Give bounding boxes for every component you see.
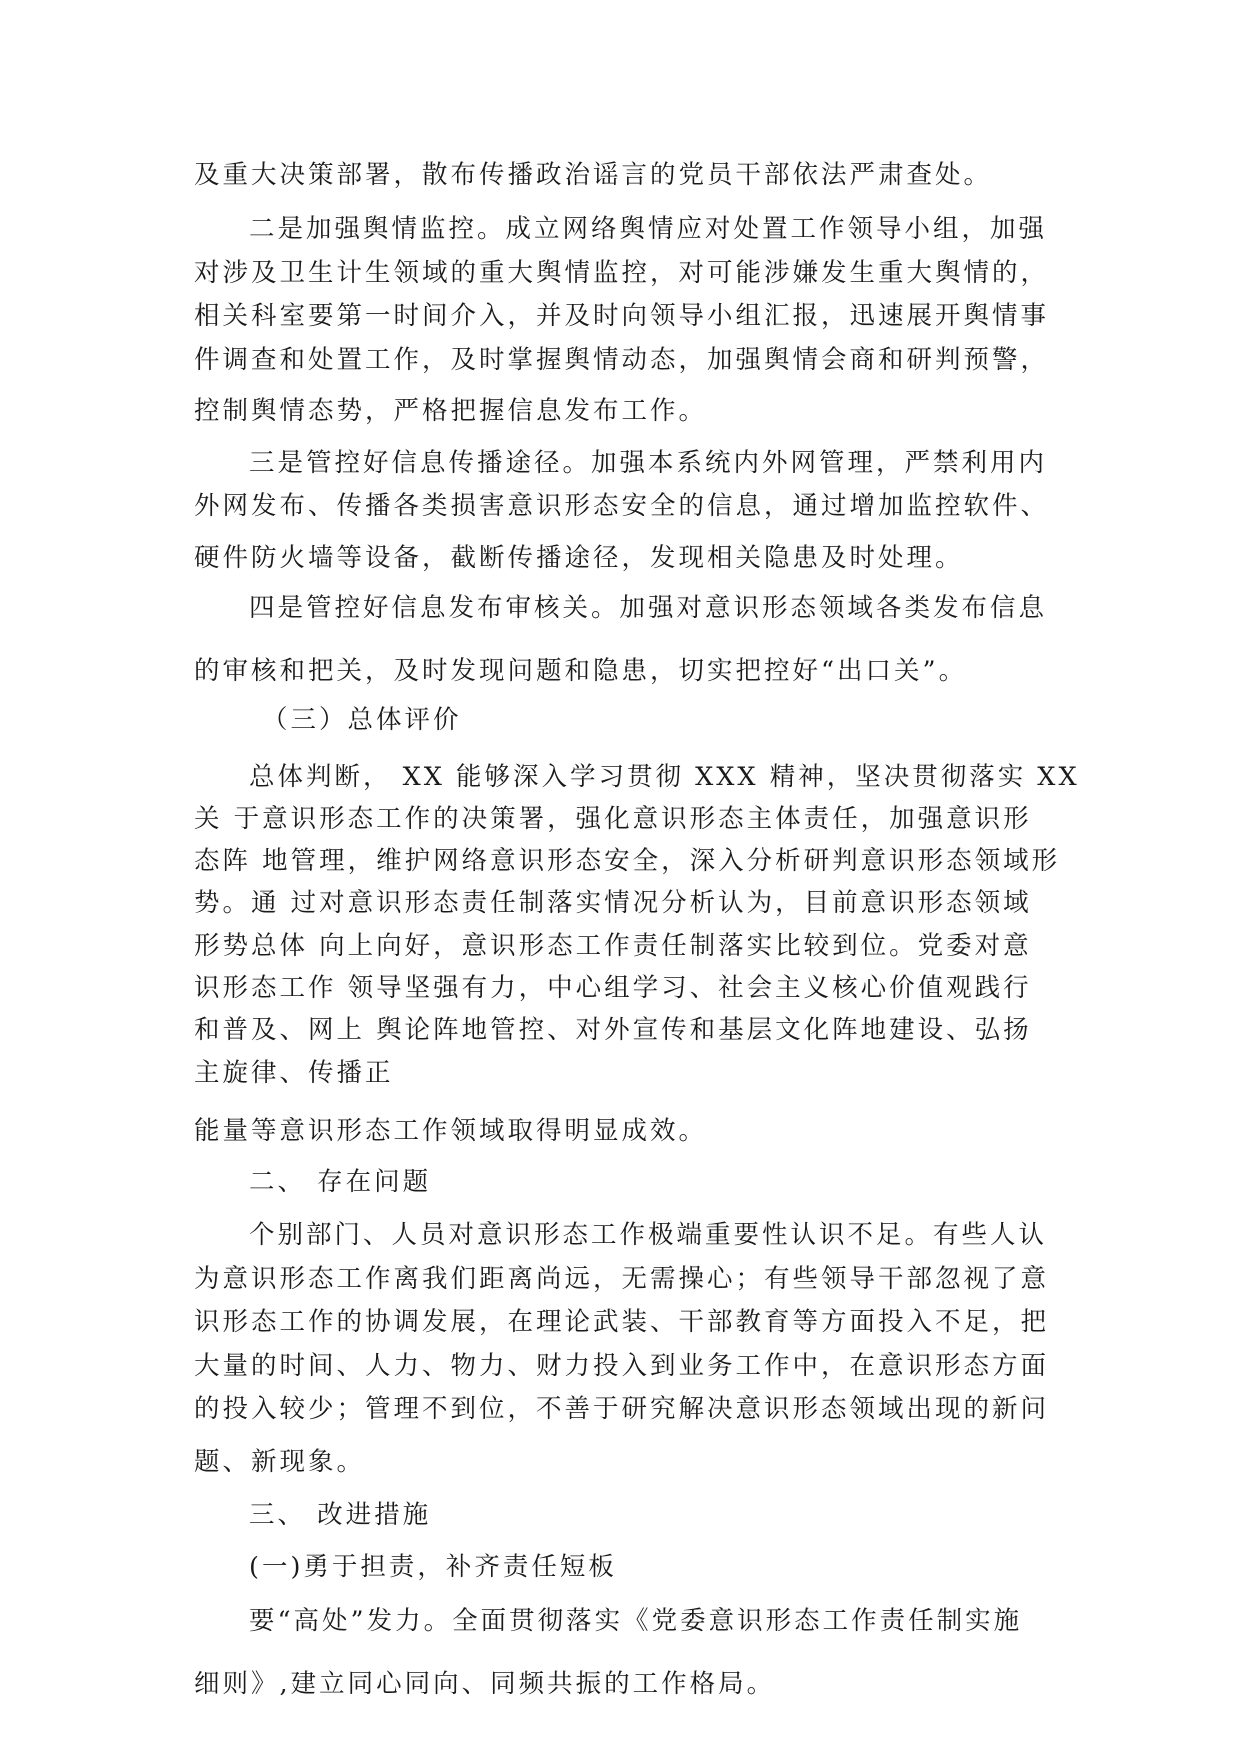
paragraph-line: 外网发布、传播各类损害意识形态安全的信息，通过增加监控软件、 [194,491,1050,521]
paragraph-line: 题、新现象。 [194,1447,366,1477]
section-heading: 三、 改进措施 [249,1500,432,1530]
paragraph-line: 四是管控好信息发布审核关。加强对意识形态领域各类发布信息 [249,593,1048,623]
paragraph-line: 和普及、网上 舆论阵地管控、对外宣传和基层文化阵地建设、弘扬 [194,1015,1032,1045]
paragraph-line: 硬件防火墙等设备，截断传播途径，发现相关隐患及时处理。 [194,543,964,573]
paragraph-line: 总体判断， XX 能够深入学习贯彻 XXX 精神，坚决贯彻落实 XX [249,762,1080,792]
paragraph-line: 的投入较少；管理不到位，不善于研究解决意识形态领域出现的新问 [194,1394,1050,1424]
paragraph-line: 关 于意识形态工作的决策署，强化意识形态主体责任，加强意识形 [194,804,1032,834]
sub-heading: (一)勇于担责，补齐责任短板 [249,1552,617,1582]
paragraph-line: 相关科室要第一时间介入，并及时向领导小组汇报，迅速展开舆情事 [194,301,1050,331]
paragraph-line: 二是加强舆情监控。成立网络舆情应对处置工作领导小组，加强 [249,214,1048,244]
paragraph-line: 细则》,建立同心同向、同频共振的工作格局。 [194,1669,776,1699]
paragraph-line: 个别部门、人员对意识形态工作极端重要性认识不足。有些人认 [249,1220,1048,1250]
paragraph-line: 及重大决策部署，散布传播政治谣言的党员干部依法严肃查处。 [194,160,993,190]
paragraph-line: 的审核和把关，及时发现问题和隐患，切实把控好“出口关”。 [194,656,968,686]
paragraph-line: 三是管控好信息传播途径。加强本系统内外网管理，严禁利用内 [249,448,1048,478]
paragraph-line: 大量的时间、人力、物力、财力投入到业务工作中，在意识形态方面 [194,1351,1050,1381]
paragraph-line: 要“高处”发力。全面贯彻落实《党委意识形态工作责任制实施 [249,1606,1023,1636]
paragraph-line: 为意识形态工作离我们距离尚远，无需操心；有些领导干部忽视了意 [194,1264,1050,1294]
paragraph-line: 能量等意识形态工作领域取得明显成效。 [194,1116,708,1146]
section-heading: 二、 存在问题 [249,1167,432,1197]
paragraph-line: 件调查和处置工作，及时掌握舆情动态，加强舆情会商和研判预警， [194,345,1050,375]
paragraph-line: 态阵 地管理，维护网络意识形态安全，深入分析研判意识形态领域形 [194,846,1061,876]
paragraph-line: 势。通 过对意识形态责任制落实情况分析认为，目前意识形态领域 [194,888,1032,918]
paragraph-line: 对涉及卫生计生领域的重大舆情监控，对可能涉嫌发生重大舆情的， [194,258,1050,288]
section-heading: （三）总体评价 [262,705,462,735]
paragraph-line: 主旋律、传播正 [194,1058,394,1088]
paragraph-line: 识形态工作的协调发展，在理论武装、干部教育等方面投入不足，把 [194,1307,1050,1337]
paragraph-line: 识形态工作 领导坚强有力，中心组学习、社会主义核心价值观践行 [194,973,1032,1003]
paragraph-line: 形势总体 向上向好，意识形态工作责任制落实比较到位。党委对意 [194,931,1032,961]
paragraph-line: 控制舆情态势，严格把握信息发布工作。 [194,396,708,426]
